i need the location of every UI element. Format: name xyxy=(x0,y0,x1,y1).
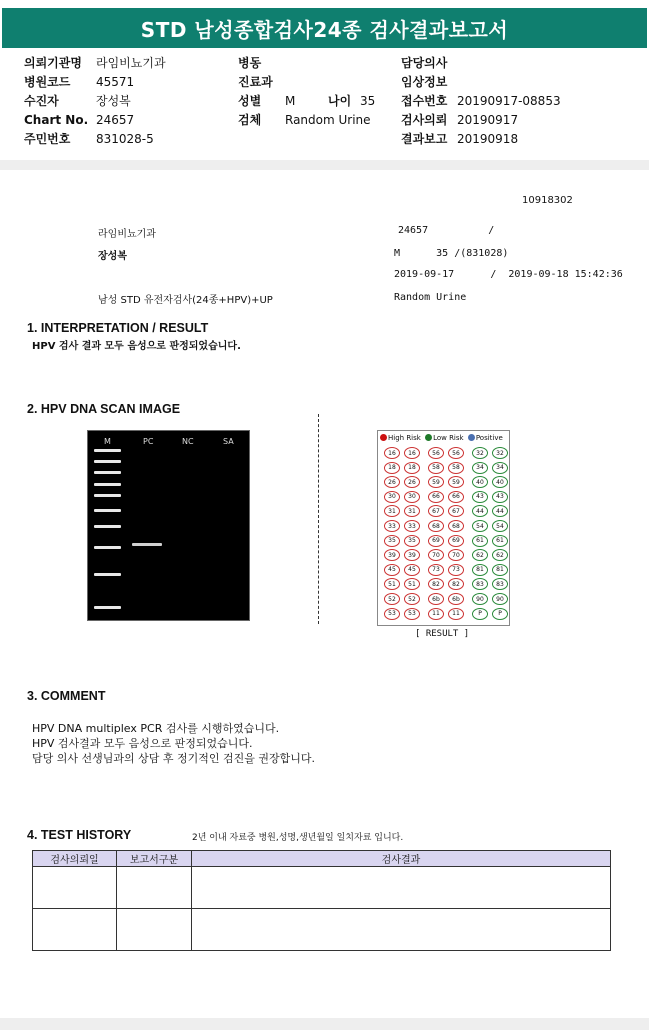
hpv-type-oval: 45 xyxy=(384,564,400,576)
hpv-type-oval: 18 xyxy=(404,462,420,474)
ladder-band xyxy=(94,546,121,549)
header-label: 성별 xyxy=(238,94,262,108)
hpv-type-oval: 82 xyxy=(428,578,444,590)
header-value: Random Urine xyxy=(285,113,371,127)
hpv-type-oval: 26 xyxy=(404,476,420,488)
hpv-type-oval: 6b xyxy=(428,593,444,605)
section-interpretation-heading: 1. INTERPRETATION / RESULT xyxy=(27,321,209,335)
hpv-type-oval: 81 xyxy=(492,564,508,576)
hpv-type-oval: 44 xyxy=(492,505,508,517)
detail-hospital: 라임비뇨기과 xyxy=(98,229,156,240)
hpv-type-oval: 62 xyxy=(472,549,488,561)
hpv-type-oval: 54 xyxy=(492,520,508,532)
hpv-type-oval: 32 xyxy=(472,447,488,459)
hpv-type-oval: 33 xyxy=(384,520,400,532)
result-caption: [ RESULT ] xyxy=(415,629,470,639)
hpv-type-oval: 26 xyxy=(384,476,400,488)
hpv-type-oval: 58 xyxy=(428,462,444,474)
legend-positive: Positive xyxy=(475,434,503,442)
header-col2 xyxy=(238,54,375,130)
header-label: 접수번호 xyxy=(401,94,448,108)
hpv-type-oval: 82 xyxy=(448,578,464,590)
hpv-type-oval: 43 xyxy=(492,491,508,503)
ladder-band xyxy=(94,460,121,463)
history-col-header: 검사의뢰일 xyxy=(33,851,117,867)
header-value: 45571 xyxy=(96,75,135,89)
legend-low: Low Risk xyxy=(433,434,464,442)
ladder-band xyxy=(94,494,121,497)
positive-dot xyxy=(468,434,475,441)
hpv-type-oval: 53 xyxy=(384,608,400,620)
header-label: 주민번호 xyxy=(24,132,71,146)
table-row xyxy=(33,909,611,951)
header-label: 결과보고 xyxy=(401,132,448,146)
hpv-type-oval: 61 xyxy=(492,535,508,547)
hpv-type-oval: 18 xyxy=(384,462,400,474)
report-title: STD 남성종합검사24종 검사결과보고서 xyxy=(2,8,647,48)
high-risk-dot xyxy=(380,434,387,441)
test-history-table xyxy=(32,850,611,951)
low-risk-dot xyxy=(425,434,432,441)
header-value: 831028-5 xyxy=(96,132,154,146)
header-label: 병동 xyxy=(238,56,262,70)
header-value: 24657 xyxy=(96,113,135,127)
detail-dates: 2019-09-17 / 2019-09-18 15:42:36 xyxy=(394,269,623,280)
pc-band xyxy=(132,543,162,546)
hpv-type-oval: 73 xyxy=(428,564,444,576)
hpv-type-oval: 52 xyxy=(384,593,400,605)
header-label: 수진자 xyxy=(24,94,59,108)
risk-legend xyxy=(380,434,503,442)
age-label: 나이 xyxy=(328,94,352,108)
section-comment-heading: 3. COMMENT xyxy=(27,689,106,703)
comment-line: 담당 의사 선생님과의 상담 후 정기적인 검진을 권장합니다. xyxy=(32,752,315,765)
ladder-band xyxy=(94,606,121,609)
interpretation-text: HPV 검사 결과 모두 음성으로 판정되었습니다. xyxy=(32,341,241,352)
age-value: 35 xyxy=(360,94,376,108)
hpv-type-oval: 56 xyxy=(448,447,464,459)
hpv-type-oval: 70 xyxy=(428,549,444,561)
report-code: 10918302 xyxy=(522,195,573,206)
header-value: 20190918 xyxy=(457,132,519,146)
hpv-type-oval: 40 xyxy=(492,476,508,488)
header-col3 xyxy=(401,54,561,149)
hpv-type-oval: 31 xyxy=(384,505,400,517)
hpv-type-oval: 39 xyxy=(404,549,420,561)
hpv-type-oval: 73 xyxy=(448,564,464,576)
legend-high: High Risk xyxy=(388,434,421,442)
gel-lane-label: NC xyxy=(182,437,194,446)
hpv-type-oval: 30 xyxy=(404,491,420,503)
hpv-type-oval: P xyxy=(472,608,488,620)
comment-line: HPV DNA multiplex PCR 검사를 시행하였습니다. xyxy=(32,722,280,735)
hpv-type-oval: 70 xyxy=(448,549,464,561)
footer-band xyxy=(0,1018,649,1030)
hpv-type-oval: 52 xyxy=(404,593,420,605)
image-divider xyxy=(318,414,319,624)
hpv-type-oval: 90 xyxy=(472,593,488,605)
header-value: 20190917 xyxy=(457,113,519,127)
hpv-type-oval: 35 xyxy=(404,535,420,547)
hpv-type-oval: 11 xyxy=(448,608,464,620)
hpv-type-oval: 67 xyxy=(428,505,444,517)
header-label: Chart No. xyxy=(24,113,89,127)
hpv-type-oval: 90 xyxy=(492,593,508,605)
section-scan-heading: 2. HPV DNA SCAN IMAGE xyxy=(27,402,181,416)
header-value: M xyxy=(285,94,296,108)
hpv-type-oval: 43 xyxy=(472,491,488,503)
hpv-type-oval: 31 xyxy=(404,505,420,517)
header-value: 라임비뇨기과 xyxy=(96,56,166,70)
hpv-type-oval: 34 xyxy=(472,462,488,474)
gel-lane-label: SA xyxy=(223,437,234,446)
hpv-type-oval: 69 xyxy=(428,535,444,547)
hpv-type-oval: 53 xyxy=(404,608,420,620)
hpv-type-oval: 61 xyxy=(472,535,488,547)
hpv-type-oval: P xyxy=(492,608,508,620)
hpv-type-oval: 58 xyxy=(448,462,464,474)
hpv-type-oval: 16 xyxy=(384,447,400,459)
hpv-type-oval: 35 xyxy=(384,535,400,547)
comment-text xyxy=(32,721,315,766)
hpv-type-oval: 51 xyxy=(404,578,420,590)
header-label: 의뢰기관명 xyxy=(24,56,82,70)
header-label: 임상정보 xyxy=(401,75,448,89)
section-history-heading: 4. TEST HISTORY xyxy=(27,828,132,842)
hpv-type-oval: 83 xyxy=(492,578,508,590)
hpv-type-oval: 59 xyxy=(428,476,444,488)
detail-chart: 24657 / xyxy=(398,225,495,236)
history-note: 2년 이내 자료중 병원,성명,생년월일 일치자료 입니다. xyxy=(192,833,404,843)
hpv-type-oval: 39 xyxy=(384,549,400,561)
header-label: 병원코드 xyxy=(24,75,71,89)
ladder-band xyxy=(94,509,121,512)
hpv-type-oval: 83 xyxy=(472,578,488,590)
history-col-header: 검사결과 xyxy=(192,851,611,867)
gel-image xyxy=(87,430,250,621)
hpv-type-oval: 56 xyxy=(428,447,444,459)
hpv-type-oval: 68 xyxy=(448,520,464,532)
hpv-type-oval: 33 xyxy=(404,520,420,532)
hpv-type-oval: 40 xyxy=(472,476,488,488)
ladder-band xyxy=(94,449,121,452)
comment-line: HPV 검사결과 모두 음성으로 판정되었습니다. xyxy=(32,737,253,750)
hpv-type-oval: 30 xyxy=(384,491,400,503)
header-label: 검체 xyxy=(238,113,262,127)
table-row xyxy=(33,867,611,909)
hpv-result-panel xyxy=(377,430,510,626)
hpv-type-oval: 69 xyxy=(448,535,464,547)
header-value: 20190917-08853 xyxy=(457,94,561,108)
hpv-type-oval: 34 xyxy=(492,462,508,474)
header-value: 장성복 xyxy=(96,94,131,108)
detail-sex-age: M 35 /(831028) xyxy=(394,248,509,259)
header-col1 xyxy=(24,54,166,149)
detail-test-name: 남성 STD 유전자검사(24종+HPV)+UP xyxy=(98,295,273,306)
ladder-band xyxy=(94,471,121,474)
hpv-type-oval: 45 xyxy=(404,564,420,576)
detail-specimen: Random Urine xyxy=(394,292,467,303)
hpv-type-oval: 66 xyxy=(428,491,444,503)
hpv-type-oval: 67 xyxy=(448,505,464,517)
header-label: 검사의뢰 xyxy=(401,113,448,127)
history-col-header: 보고서구분 xyxy=(117,851,192,867)
hpv-type-oval: 81 xyxy=(472,564,488,576)
hpv-type-oval: 44 xyxy=(472,505,488,517)
hpv-type-oval: 51 xyxy=(384,578,400,590)
gel-lane-label: PC xyxy=(143,437,154,446)
hpv-type-oval: 62 xyxy=(492,549,508,561)
hpv-type-oval: 16 xyxy=(404,447,420,459)
header-label: 담당의사 xyxy=(401,56,448,70)
hpv-type-oval: 54 xyxy=(472,520,488,532)
ladder-band xyxy=(94,573,121,576)
hpv-type-oval: 32 xyxy=(492,447,508,459)
hpv-type-oval: 66 xyxy=(448,491,464,503)
detail-patient: 장성복 xyxy=(98,251,127,262)
ladder-band xyxy=(94,483,121,486)
header-divider xyxy=(0,160,649,170)
hpv-type-oval: 68 xyxy=(428,520,444,532)
hpv-type-oval: 11 xyxy=(428,608,444,620)
hpv-type-oval: 6b xyxy=(448,593,464,605)
header-label: 진료과 xyxy=(238,75,273,89)
ladder-band xyxy=(94,525,121,528)
hpv-type-oval: 59 xyxy=(448,476,464,488)
gel-lane-label: M xyxy=(104,437,111,446)
